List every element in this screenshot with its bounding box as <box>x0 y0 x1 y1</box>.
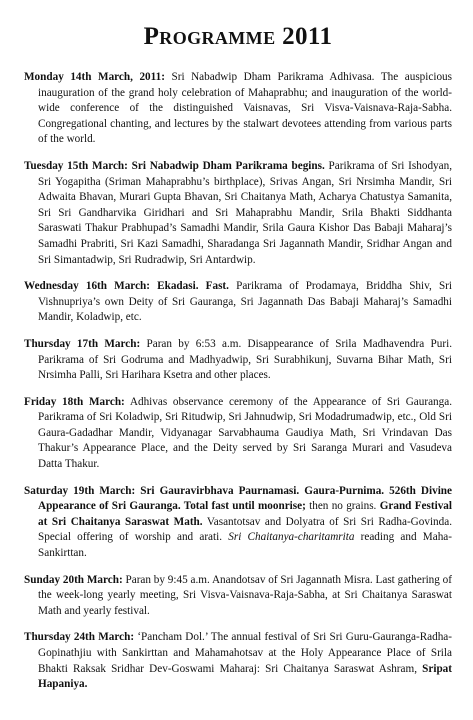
entry-heading: Friday 18th March: <box>24 395 125 408</box>
entry-heading: Sunday 20th March: <box>24 573 123 586</box>
entry-heading: Tuesday 15th March: Sri Nabadwip Dham Parikrama begins. <box>24 159 325 172</box>
entry-text: Parikrama of Sri Ishodyan, Sri Yogapitha (Sriman Mahaprabhu’s birthplace), Srivas Angan, Sri Nrsimha Mandir, Sri Adwaita Bhavan, Murari Gupta Bhavan, Sri Chaitanya Math, Acharya Chatustya Samanita, Sri Sri Gandharvika Giridhari and Sri Mahaprabhu Mandir, Srila Bhakti Siddhanta Saraswati Thakur Prabhupad’s Samadhi Mandir, Srila Gaura Kishor Das Babaji Maharaj’s Samadhi Prabriti, Sri Kazi Samadhi, Sharadanga Sri Jagannath Mandir, Sridhar Angan and Sri Simantadwip, Sri Rudradwip, Sri Antardwip. <box>38 159 452 266</box>
entry-monday-14 <box>24 70 452 148</box>
entry-tuesday-15 <box>24 159 452 268</box>
entry-heading: Thursday 17th March: <box>24 337 141 350</box>
entry-heading: Wednesday 16th March: Ekadasi. Fast. <box>24 280 229 293</box>
entry-text: Parikrama of Prodamaya, Briddha Shiv, Sri Vishnupriya’s own Deity of Sri Gauranga, Sri Jagannath Das Babaji Maharaj’s Samadhi Mandir, Koladwip, etc. <box>38 280 452 324</box>
entry-text: reading and Maha-Sankirttan. <box>38 531 452 560</box>
entry-thursday-24 <box>24 630 452 692</box>
entry-text: Paran by 6:53 a.m. Disappearance of Srila Madhavendra Puri. Parikrama of Sri Godruma and Madhyadwip, Sri Surabhikunj, Suvarna Bihar Math, Sri Nrsimha Palli, Sri Harihara Ksetra and other places. <box>38 337 452 382</box>
entry-wednesday-16 <box>24 279 452 326</box>
entry-heading: Thursday 24th March: <box>24 631 135 644</box>
entry-text: then no grains. <box>305 500 380 513</box>
entry-bold-text: Sripat Hapaniya. <box>38 662 452 691</box>
entry-text: Sri Nabadwip Dham Parikrama Adhivasa. The auspicious inauguration of the grand holy celebration of Mahaprabhu; and inauguration of the world-wide conference of the distinguished Vaisnavas, Sri Visva-Vaisnava-Raja-Sabha. Congregational chanting, and lectures by the stalwart devotees attending from various parts of the world. <box>38 71 452 146</box>
entry-italic-text: Sri Chaitanya-charitamrita <box>228 531 355 544</box>
entry-text: Vasantotsav and Dolyatra of Sri Sri Radha-Govinda. Special offering of worship and arati. <box>38 515 453 544</box>
page-title: Programme 2011 <box>143 23 333 50</box>
entry-thursday-17 <box>24 337 452 384</box>
entry-heading: Saturday 19th March: Sri Gauravirbhava Paurnamasi. Gaura-Purnima. 526th Divine Appearance of Sri Gauranga. Total fast until moonrise; <box>24 484 452 513</box>
entry-bold-text: Grand Festival at Sri Chaitanya Saraswat Math. <box>38 500 452 528</box>
entry-saturday-19 <box>24 484 452 562</box>
entry-heading: Monday 14th March, 2011: <box>24 71 165 83</box>
entry-friday-18 <box>24 395 452 473</box>
entry-sunday-20 <box>24 573 452 620</box>
entry-text: ‘Pancham Dol.’ The annual festival of Sri Sri Guru-Gauranga-Radha-Gopinathjiu with Sankirttan and Mahamahotsav at the Holy Appearance Place of Srila Bhakti Raksak Sridhar Dev-Goswami Maharaj: Sri Chaitanya Saraswat Ashram, <box>38 631 452 675</box>
entry-text: Adhivas observance ceremony of the Appearance of Sri Gauranga. Parikrama of Sri Koladwip, Sri Ritudwip, Sri Jahnudwip, Sri Modadrumadwip, etc., Old Sri Gaura-Gadadhar Mandir, Vidyanagar Sarvabhauma Gaudiya Math, Sri Vrindavan Das Thakur’s Appearance Place, and the Deity served by Sri Saranga Murari and Vasudeva Datta Thakur. <box>38 395 452 471</box>
entry-text: Paran by 9:45 a.m. Anandotsav of Sri Jagannath Misra. Last gathering of the week-long yearly meeting, Sri Visva-Vaisnava-Raja-Sabha, at Sri Chaitanya Saraswat Math and yearly festival. <box>38 573 452 617</box>
